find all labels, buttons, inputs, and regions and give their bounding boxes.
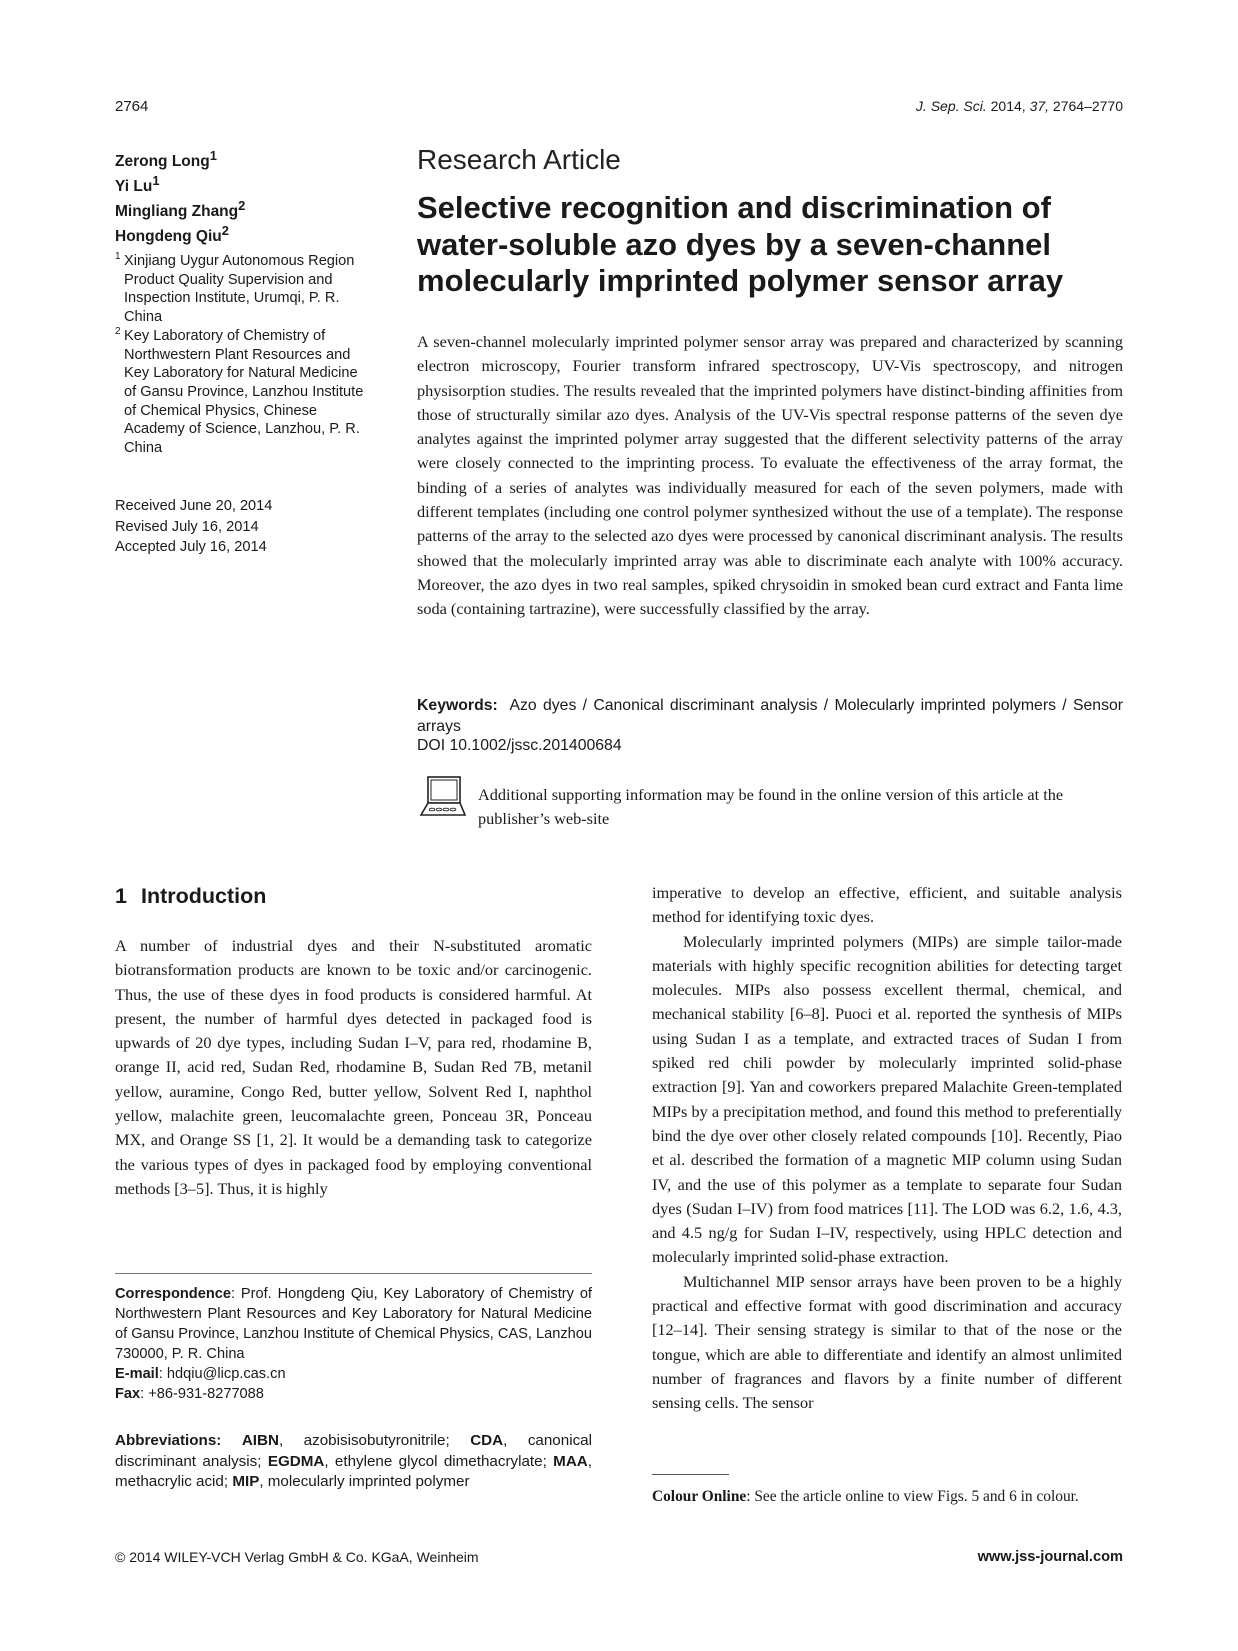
intro-right-column <box>652 881 1122 1416</box>
journal-citation <box>916 98 1123 114</box>
correspondence-email[interactable]: : hdqiu@licp.cas.cn <box>158 1366 286 1382</box>
intro-paragraph: Molecularly imprinted polymers (MIPs) are simple tailor-made materials with highly specific recognition abilities for detecting target molecules. MIPs also possess excellent thermal, chemical, and mechanical stability [6–8]. Puoci et al. reported the synthesis of MIPs using Sudan I as a template, and extracted traces of Sudan I from spiked red chili powder by molecularly imprinted solid-phase extraction [9]. Yan and coworkers prepared Malachite Green-templated MIPs by a precipitation method, and found this method to preferentially bind the dye over other closely related compounds [10]. Recently, Piao et al. described the formation of a magnetic MIP column using Sudan IV, and the use of this polymer as a template to separate four Sudan dyes (Sudan I–IV) from food matrices [11]. The LOD was 6.2, 1.6, 4.3, and 4.5 ng/g for Sudan I–IV, respectively, using HPLC detection and molecularly imprinted solid-phase extraction. <box>652 931 1122 1267</box>
article-title: Selective recognition and discrimination of water-soluble azo dyes by a seven-channel molecularly imprinted polymer sensor array <box>417 190 1064 298</box>
revised-date: Revised July 16, 2014 <box>115 518 259 535</box>
journal-pages: 2764–2770 <box>1052 98 1123 114</box>
abbreviations-note: Abbreviations: AIBN, azobisisobutyronitrile; CDA, canonical discriminant analysis; EGDMA, ethylene glycol dimethacrylate; MAA, methacrylic acid; MIP, molecularly imprinted polymer <box>115 1432 592 1491</box>
journal-url[interactable]: www.jss-journal.com <box>977 1549 1123 1565</box>
article-type: Research Article <box>417 144 621 175</box>
received-date: Received June 20, 2014 <box>115 498 273 514</box>
affiliation: 2 Key Laboratory of Chemistry of Northwestern Plant Resources and Key Laboratory for Natural Medicine of Gansu Province, Lanzhou Institute of Chemical Physics, Chinese Academy of Science, Lanzhou, P. R. China <box>115 325 364 457</box>
keywords <box>417 696 1123 737</box>
author: Hongdeng Qiu$^2$ <box>115 223 229 246</box>
author: Mingliang Zhang$^2$ <box>115 198 246 221</box>
author: Zerong Long$^1$ <box>115 148 217 171</box>
intro-paragraph: Multichannel MIP sensor arrays have been proven to be a highly practical and effective format with good discrimination and accuracy [12–14]. Their sensing strategy is similar to that of the nose or the tongue, which are able to differentiate and identify an almost unlimited number of fragrances and flavors by a finite number of different sensing cells. The sensor <box>652 1271 1122 1413</box>
intro-paragraph: A number of industrial dyes and their N-substituted aromatic biotransformation products are known to be toxic and/or carcinogenic. Thus, the use of these dyes in food products is considered harmful. At present, the number of harmful dyes detected in packaged food is upwards of 20 dye types, including Sudan I–V, para red, rhodamine B, orange II, acid red, Sudan Red, rhodamine B, Sudan Red 7B, metanil yellow, auramine, Congo Red, butter yellow, Solvent Red I, naphthol yellow, malachite green, leucomalachte green, Ponceau 3R, Ponceau MX, and Orange SS [1, 2]. It would be a demanding task to categorize the various types of dyes in packaged food by employing conventional methods [3–5]. Thus, it is highly <box>115 936 592 1198</box>
colour-online-note: Colour Online: See the article online to view Figs. 5 and 6 in colour. <box>652 1488 1079 1505</box>
affiliation-list <box>115 252 370 458</box>
article-dates <box>115 496 365 558</box>
journal-year: 2014, <box>990 98 1026 114</box>
journal-volume: 37, <box>1029 98 1050 114</box>
page-number: 2764 <box>115 98 149 115</box>
footnote-divider <box>652 1474 729 1475</box>
section-heading <box>115 884 266 909</box>
keywords-text: Azo dyes / Canonical discriminant analysis / Molecularly imprinted polymers / Sensor arrays <box>417 697 1124 735</box>
intro-paragraph: imperative to develop an effective, efficient, and suitable analysis method for identifying toxic dyes. <box>652 883 1122 927</box>
footnote-divider <box>115 1273 592 1274</box>
accepted-date: Accepted July 16, 2014 <box>115 539 267 555</box>
keywords-label: Keywords: <box>417 697 498 714</box>
supporting-info-note: Additional supporting information may be found in the online version of this article at the publisher’s web-site <box>478 785 1064 829</box>
doi[interactable]: DOI 10.1002/jssc.201400684 <box>417 737 622 754</box>
abstract: A seven-channel molecularly imprinted polymer sensor array was prepared and characterized by scanning electron microscopy, Fourier transform infrared spectroscopy, UV-Vis spectroscopy, and nitrogen physisorption studies. The results revealed that the imprinted polymers have distinct-binding affinities from those of structurally similar azo dyes. Analysis of the UV-Vis spectral response patterns of the seven dye analytes against the imprinted polymer array suggested that the different selectivity patterns of the array were closely connected to the imprinting process. To evaluate the effectiveness of the array format, the binding of a series of analytes was individually measured for each of the seven polymers, made with different templates (including one control polymer synthesized without the use of a template). The response patterns of the array to the selected azo dyes were processed by canonical discriminant analysis. The results showed that the molecularly imprinted array was able to discriminate each analyte with 100% accuracy. Moreover, the azo dyes in two real samples, spiked chrysoidin in smoked bean curd extract and Fanta lime soda (containing tartrazine), were successfully classified by the array. <box>417 332 1123 619</box>
affiliation: 1 Xinjiang Uygur Autonomous Region Product Quality Supervision and Inspection Institute, Urumqi, P. R. China <box>115 251 355 326</box>
copyright: © 2014 WILEY-VCH Verlag GmbH & Co. KGaA, Weinheim <box>115 1549 479 1565</box>
correspondence-note: Correspondence: Prof. Hongdeng Qiu, Key Laboratory of Chemistry of Northwestern Plant Resources and Key Laboratory for Natural Medicine of Gansu Province, Lanzhou Institute of Chemical Physics, CAS, Lanzhou 730000, P. R. China E-mail: hdqiu@licp.cas.cn Fax: +86-931-8277088 <box>115 1286 592 1402</box>
section-title: Introduction <box>140 884 267 908</box>
section-number: 1 <box>115 884 127 908</box>
author: Yi Lu$^1$ <box>115 173 160 196</box>
computer-icon <box>419 775 467 821</box>
journal-name: J. Sep. Sci. <box>915 98 987 114</box>
author-list <box>115 146 365 247</box>
